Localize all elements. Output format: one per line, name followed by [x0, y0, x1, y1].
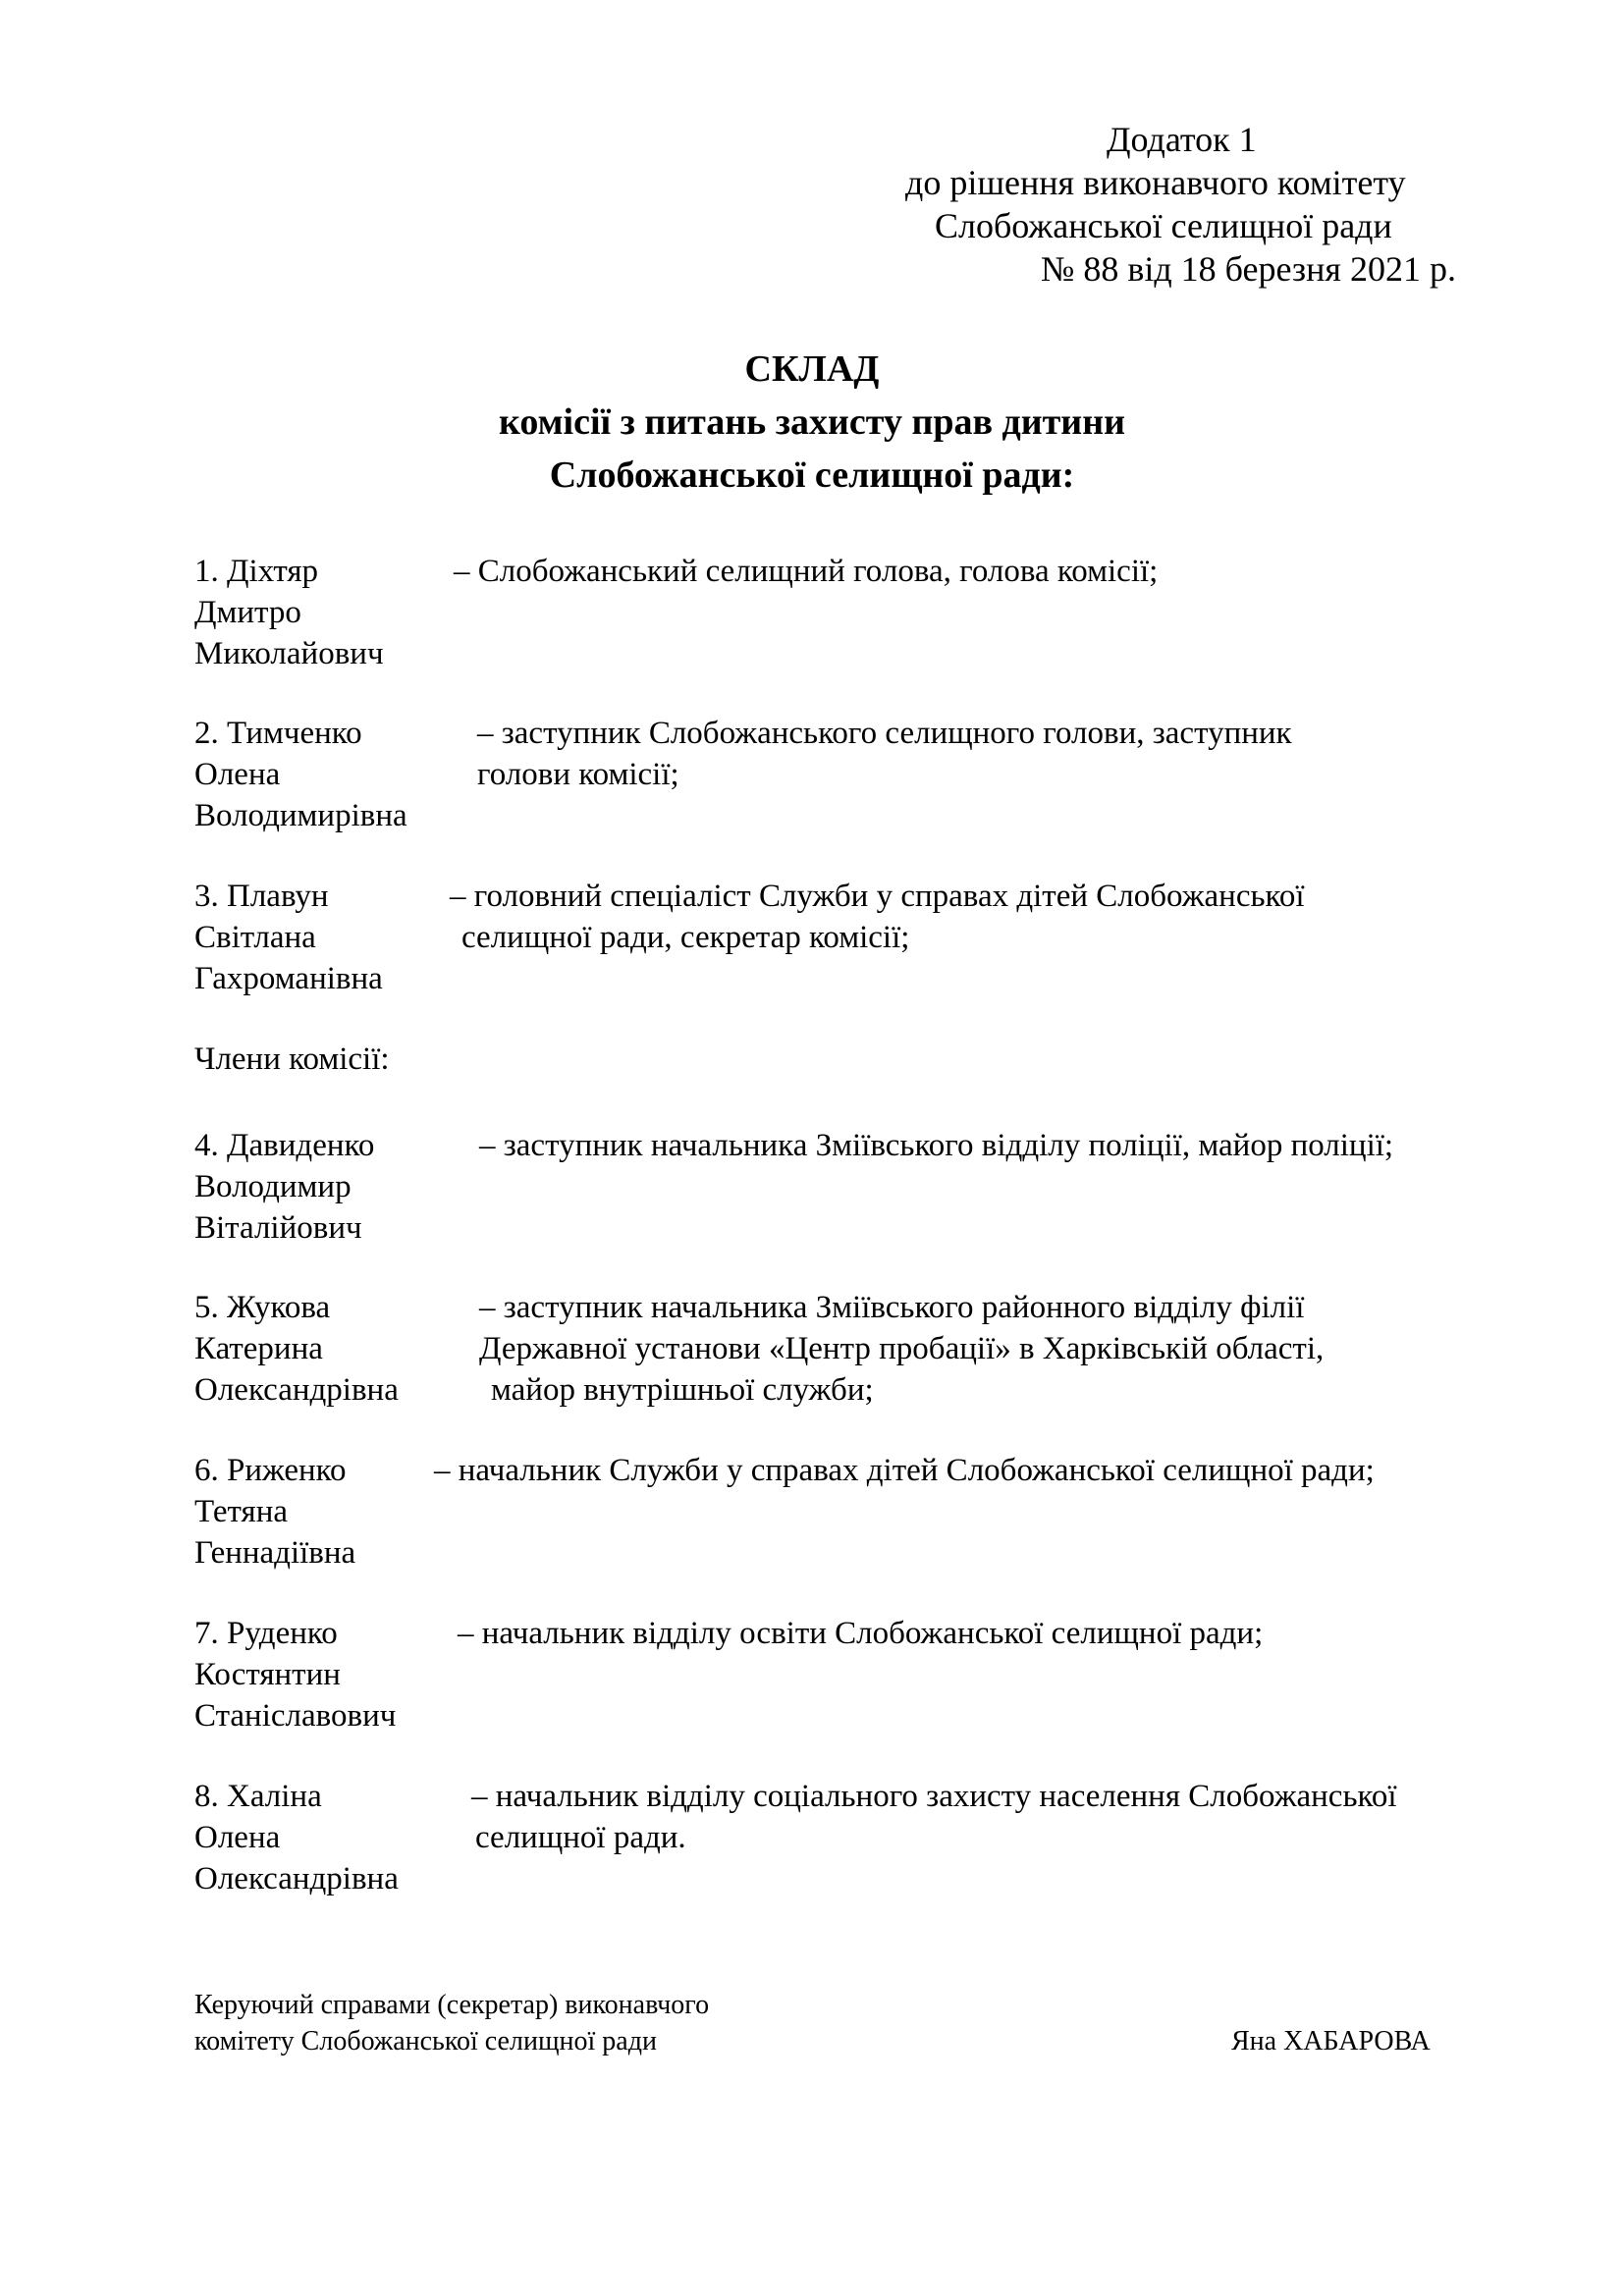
member-1-role: – Слобожанський селищний голова, голова комісії;	[454, 554, 1159, 589]
document-subtitle-council: Слобожанської селищної ради:	[549, 454, 1075, 496]
signatory-position-line-2: комітету Слобожанської селищної ради	[194, 2026, 657, 2056]
member-8-surname: 8. Халіна	[194, 1779, 322, 1814]
member-7-surname: 7. Руденко	[194, 1616, 338, 1651]
member-5-first-name: Катерина	[194, 1331, 323, 1366]
member-3-surname: 3. Плавун	[194, 879, 329, 914]
addendum-date: № 88 від 18 березня 2021 р.	[1041, 249, 1456, 289]
member-4-surname: 4. Давиденко	[194, 1128, 375, 1163]
member-4-role: – заступник начальника Зміївського відділу поліції, майор поліції;	[479, 1128, 1394, 1163]
member-7-role: – начальник відділу освіти Слобожанської селищної ради;	[458, 1616, 1264, 1651]
members-heading: Члени комісії:	[194, 1041, 390, 1077]
signatory-position-line-1: Керуючий справами (секретар) виконавчого	[194, 1990, 710, 2020]
member-1-first-name: Дмитро	[194, 595, 301, 630]
member-6-surname: 6. Риженко	[194, 1453, 347, 1488]
signatory-name: Яна ХАБАРОВА	[1231, 2026, 1431, 2056]
member-8-first-name: Олена	[194, 1820, 281, 1855]
member-6-first-name: Тетяна	[194, 1494, 289, 1529]
member-1-surname: 1. Діхтяр	[194, 554, 319, 589]
member-2-role-line-1: – заступник Слобожанського селищного голови, заступник	[477, 716, 1292, 751]
member-8-patronymic: Олександрівна	[194, 1861, 399, 1896]
member-5-surname: 5. Жукова	[194, 1290, 331, 1325]
member-2-patronymic: Володимирівна	[194, 798, 407, 833]
member-7-patronymic: Станіславович	[194, 1698, 397, 1734]
member-8-role-line-1: – начальник відділу соціального захисту населення Слобожанської	[471, 1779, 1397, 1814]
member-8-role-line-2: селищної ради.	[475, 1820, 686, 1855]
member-5-role-line-1: – заступник начальника Зміївського районного відділу філії	[479, 1290, 1305, 1325]
member-5-patronymic: Олександрівна	[194, 1372, 399, 1408]
member-4-patronymic: Віталійович	[194, 1210, 362, 1246]
document-subtitle: комісії з питань захисту прав дитини	[499, 401, 1125, 443]
member-6-patronymic: Геннадіївна	[194, 1535, 356, 1571]
member-1-patronymic: Миколайович	[194, 636, 384, 671]
member-5-role-line-2: Державної установи «Центр пробації» в Харківській області,	[479, 1331, 1325, 1366]
addendum-decision-ref: до рішення виконавчого комітету	[905, 163, 1406, 202]
member-7-first-name: Костянтин	[194, 1657, 341, 1692]
member-4-first-name: Володимир	[194, 1169, 352, 1204]
member-3-role-line-1: – головний спеціаліст Служби у справах дітей Слобожанської	[450, 879, 1305, 914]
member-5-role-line-3: майор внутрішньої служби;	[491, 1372, 874, 1408]
member-6-role: – начальник Служби у справах дітей Слобожанської селищної ради;	[434, 1453, 1375, 1488]
member-2-surname: 2. Тимченко	[194, 716, 362, 751]
addendum-number: Додаток 1	[1107, 120, 1257, 159]
member-3-role-line-2: селищної ради, секретар комісії;	[461, 920, 910, 955]
member-3-patronymic: Гахроманівна	[194, 961, 383, 996]
document-title: СКЛАД	[744, 348, 880, 390]
addendum-council: Слобожанської селищної ради	[935, 206, 1392, 245]
member-2-first-name: Олена	[194, 757, 281, 792]
member-3-first-name: Світлана	[194, 920, 316, 955]
member-2-role-line-2: голови комісії;	[477, 757, 679, 792]
